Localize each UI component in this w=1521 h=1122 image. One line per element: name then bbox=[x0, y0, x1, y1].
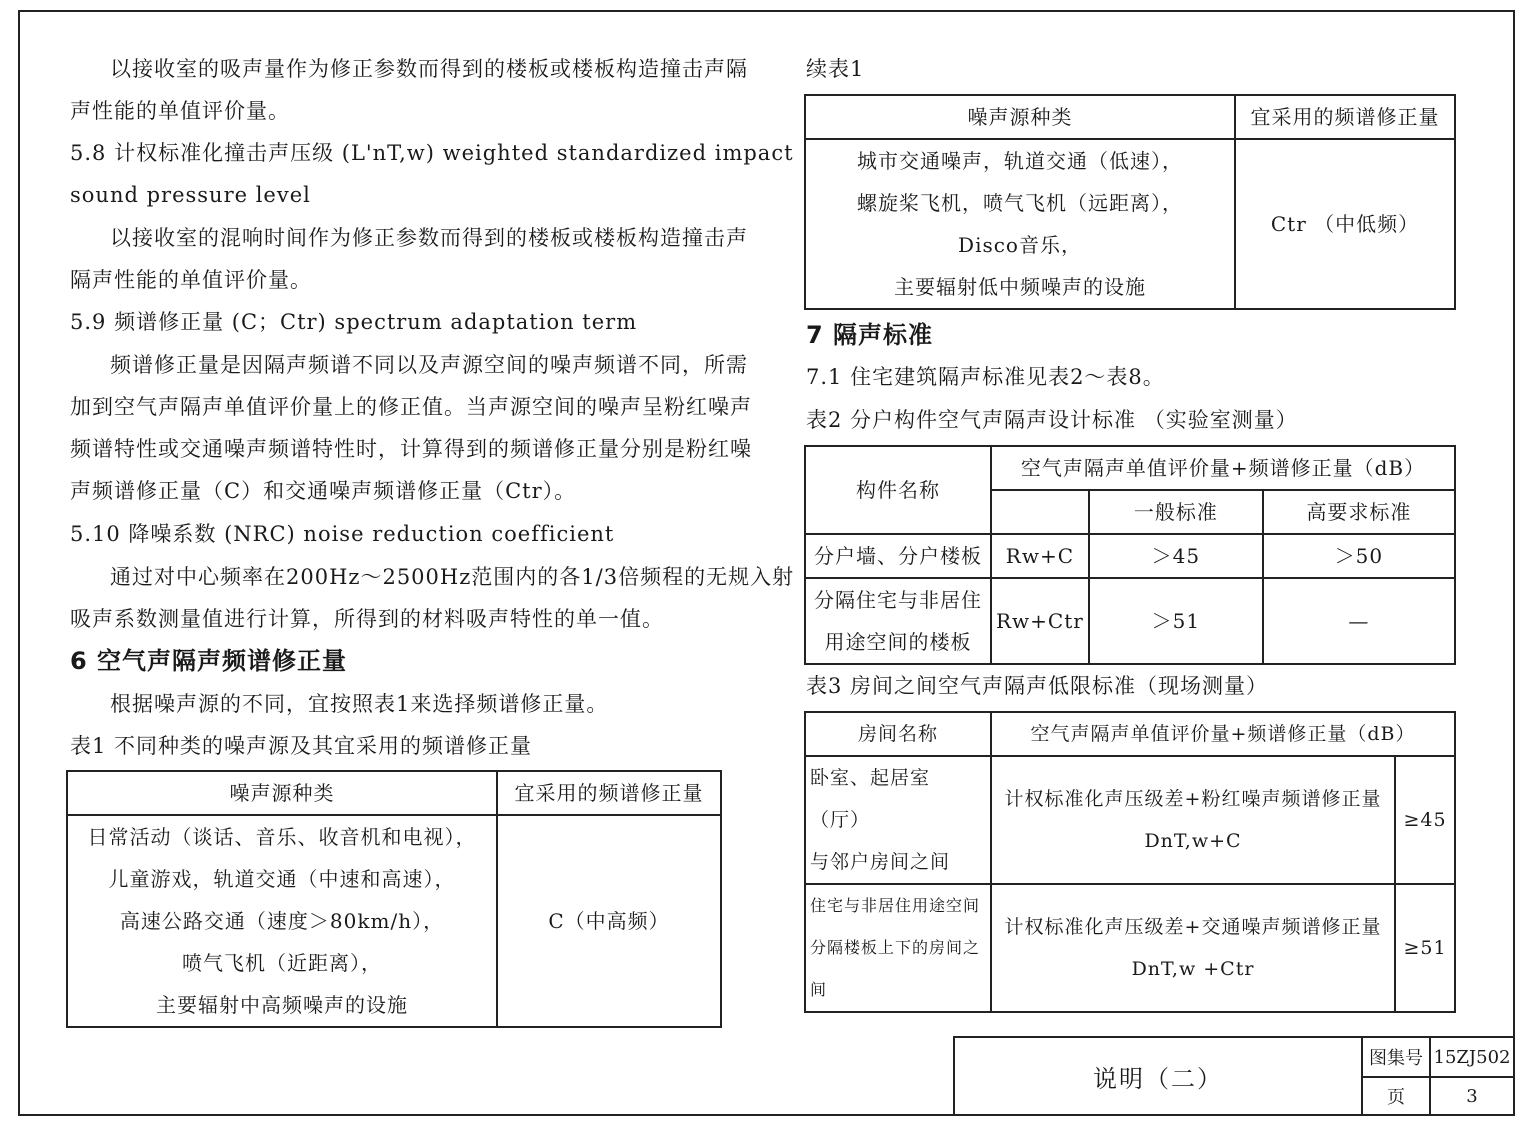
table-cell: ＞45 bbox=[1089, 534, 1263, 578]
title-block bbox=[953, 1036, 1515, 1116]
paragraph-line: 声频谱修正量（C）和交通噪声频谱修正量（Ctr）。 bbox=[70, 479, 577, 503]
table-header: 噪声源种类 bbox=[67, 771, 497, 815]
table-header: 噪声源种类 bbox=[805, 95, 1235, 139]
table-cell: 城市交通噪声，轨道交通（低速）， 螺旋桨飞机，喷气飞机（远距离）， Disco音乐， 主要辐射低中频噪声的设施 bbox=[857, 149, 1183, 299]
paragraph-line: 以接收室的混响时间作为修正参数而得到的楼板或楼板构造撞击声 bbox=[110, 226, 748, 250]
table-cell: Ctr （中低频） bbox=[1235, 139, 1455, 309]
table-3 bbox=[804, 711, 1456, 1013]
section-5-10: 5.10 降噪系数 (NRC) noise reduction coefficient bbox=[70, 522, 615, 546]
atlas-label: 图集号 bbox=[1362, 1037, 1430, 1077]
table-cell: ＞51 bbox=[1089, 578, 1263, 664]
table-cell: 分户墙、分户楼板 bbox=[805, 534, 991, 578]
table-header: 构件名称 bbox=[805, 446, 991, 534]
section-5-9: 5.9 频谱修正量 (C；Ctr) spectrum adaptation term bbox=[70, 310, 638, 334]
table-cell: 计权标准化声压级差+粉红噪声频谱修正量 DnT,w+C bbox=[1004, 788, 1382, 852]
paragraph-line: 根据噪声源的不同，宜按照表1来选择频谱修正量。 bbox=[110, 692, 609, 716]
paragraph-line: 通过对中心频率在200Hz～2500Hz范围内的各1/3倍频程的无规入射 bbox=[110, 565, 795, 589]
table-2 bbox=[804, 445, 1456, 665]
table-cell: 卧室、起居室（厅） 与邻户房间之间 bbox=[810, 767, 951, 873]
table-cell: C（中高频） bbox=[497, 815, 721, 1027]
table-cell: ≥51 bbox=[1395, 884, 1455, 1012]
table-header: 宜采用的频谱修正量 bbox=[497, 771, 721, 815]
page-number: 3 bbox=[1430, 1077, 1514, 1115]
page-label: 页 bbox=[1362, 1077, 1430, 1115]
paragraph-line: 声性能的单值评价量。 bbox=[70, 99, 290, 123]
continued-table-label: 续表1 bbox=[806, 57, 865, 81]
paragraph-line: 频谱特性或交通噪声频谱特性时，计算得到的频谱修正量分别是粉红噪 bbox=[70, 437, 752, 461]
table-1 bbox=[66, 770, 722, 1028]
table-header: 一般标准 bbox=[1089, 490, 1263, 534]
heading-7: 7 隔声标准 bbox=[806, 321, 934, 349]
atlas-number: 15ZJ502 bbox=[1430, 1037, 1514, 1077]
paragraph-line: 隔声性能的单值评价量。 bbox=[70, 268, 312, 292]
table-cell: Rw+C bbox=[991, 534, 1089, 578]
table-1-continued bbox=[804, 94, 1456, 310]
table-cell: 计权标准化声压级差+交通噪声频谱修正量 DnT,w +Ctr bbox=[1004, 916, 1382, 980]
table-header: 空气声隔声单值评价量+频谱修正量（dB） bbox=[991, 712, 1455, 756]
table-2-caption: 表2 分户构件空气声隔声设计标准 （实验室测量） bbox=[806, 408, 1298, 432]
table-cell: 分隔住宅与非居住 用途空间的楼板 bbox=[814, 588, 982, 654]
section-5-8-cont: sound pressure level bbox=[70, 183, 311, 207]
table-3-caption: 表3 房间之间空气声隔声低限标准（现场测量） bbox=[806, 674, 1269, 698]
paragraph-line: 以接收室的吸声量作为修正参数而得到的楼板或楼板构造撞击声隔 bbox=[110, 57, 748, 81]
table-cell: ≥45 bbox=[1395, 756, 1455, 884]
table-1-caption: 表1 不同种类的噪声源及其宜采用的频谱修正量 bbox=[70, 734, 533, 758]
table-header: 房间名称 bbox=[805, 712, 991, 756]
paragraph-line: 频谱修正量是因隔声频谱不同以及声源空间的噪声频谱不同，所需 bbox=[110, 353, 748, 377]
table-header: 宜采用的频谱修正量 bbox=[1235, 95, 1455, 139]
table-cell: Rw+Ctr bbox=[991, 578, 1089, 664]
heading-6: 6 空气声隔声频谱修正量 bbox=[70, 647, 348, 675]
table-cell: 日常活动（谈话、音乐、收音机和电视）， 儿童游戏，轨道交通（中速和高速）， 高速公路交通（速度＞80km/h）， 喷气飞机（近距离）， 主要辐射中高频噪声的设施 bbox=[87, 825, 477, 1017]
table-header: 高要求标准 bbox=[1263, 490, 1455, 534]
drawing-title: 说明（二） bbox=[954, 1037, 1362, 1115]
table-header: 空气声隔声单值评价量+频谱修正量（dB） bbox=[991, 446, 1455, 490]
paragraph-line: 加到空气声隔声单值评价量上的修正值。当声源空间的噪声呈粉红噪声 bbox=[70, 395, 752, 419]
table-cell: 住宅与非居住用途空间 分隔楼板上下的房间之间 bbox=[810, 896, 981, 999]
table-cell: — bbox=[1263, 578, 1455, 664]
paragraph-line: 吸声系数测量值进行计算，所得到的材料吸声特性的单一值。 bbox=[70, 607, 664, 631]
paragraph-line: 7.1 住宅建筑隔声标准见表2～表8。 bbox=[806, 365, 1165, 389]
section-5-8: 5.8 计权标准化撞击声压级 (L'nT,w) weighted standardized impact bbox=[70, 141, 794, 165]
table-cell: ＞50 bbox=[1263, 534, 1455, 578]
